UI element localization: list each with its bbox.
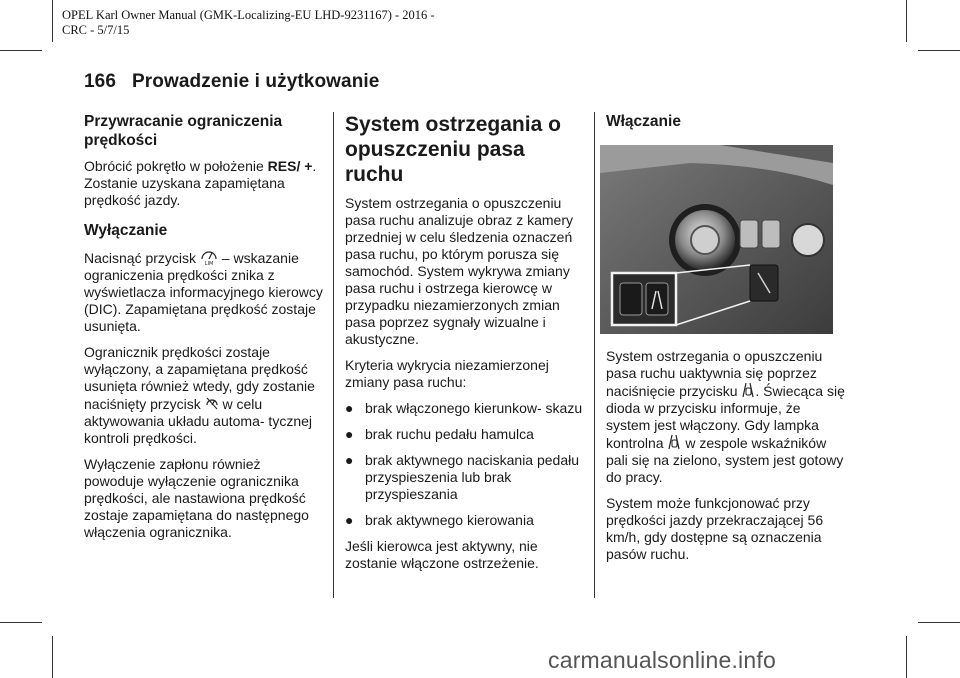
crop-mark <box>52 0 53 42</box>
page-heading <box>84 71 379 93</box>
crop-mark <box>906 0 907 42</box>
column-2 <box>345 112 585 581</box>
svg-text:LIM: LIM <box>204 261 214 266</box>
list-item: ● brak aktywnego kierowania <box>345 512 534 528</box>
page-number: 166 <box>84 71 117 92</box>
bullet: ● <box>345 512 354 528</box>
paragraph-limiter-off: Ogranicznik prędkości zostaje wyłączony, a zapamiętana prędkość usunięta również wtedy, gdy zostanie naciśnięty przycisk w celu aktywowania układu automa- tycznej kontroli prędkości. <box>84 344 315 446</box>
column-3 <box>606 112 846 572</box>
paragraph-intro: System ostrzegania o opuszczeniu pasa ruchu analizuje obraz z kamery przedniej w celu śledzenia oznaczeń pasa ruchu, po którym porusza się samochód. System wykrywa zmiany pasa ruchu i ostrzega kierowcę w przypadku niezamierzonych zmian pasa poprzez sygnały wizualne i akustyczne. <box>345 195 574 347</box>
dashboard-button-photo <box>600 145 833 334</box>
lane-departure-icon <box>741 382 755 398</box>
crop-mark <box>0 622 42 623</box>
heading-restore-speed: Przywracanie ograniczenia prędkości <box>84 113 283 149</box>
bullet: ● <box>345 426 354 442</box>
column-divider <box>594 112 595 598</box>
column-1 <box>84 112 324 550</box>
paragraph-driver-active: Jeśli kierowca jest aktywny, nie zostanie włączone ostrzeżenie. <box>345 538 539 571</box>
res-key-label: RES/ + <box>267 158 313 174</box>
meta-line-2: CRC - 5/7/15 <box>62 23 130 37</box>
paragraph-speed-condition: System może funkcjonować przy prędkości jazdy przekraczającej 56 km/h, gdy dostępne są oznaczenia pasów ruchu. <box>606 495 824 562</box>
cruise-control-icon <box>205 395 219 411</box>
bullet: ● <box>345 452 354 468</box>
list-item: ● brak aktywnego naciskania pedału przyspieszenia lub brak przyspieszania <box>345 452 580 502</box>
document-meta <box>62 8 435 38</box>
crop-mark <box>918 622 960 623</box>
heading-switch-on: Włączanie <box>606 113 681 130</box>
heading-switch-off: Wyłączanie <box>84 222 168 239</box>
paragraph-switch-off: Nacisnąć przycisk LIM – wskazanie ograniczenia prędkości znika z wyświetlacza informacyjnego kierowcy (DIC). Zapamiętana prędkość zostaje usunięta. <box>84 250 323 334</box>
bullet: ● <box>345 400 354 416</box>
paragraph-activation: System ostrzegania o opuszczeniu pasa ruchu uaktywnia się poprzez naciśnięcie przycisku . Świecąca się dioda w przycisku informuje, że system jest włączony. Gdy lampka kontrolna w zespole wskaźników pali się na zielono, system jest gotowy do pracy. <box>606 348 845 485</box>
paragraph-criteria: Kryteria wykrycia niezamierzonej zmiany pasa ruchu: <box>345 357 549 390</box>
lane-departure-icon <box>667 434 681 450</box>
list-item: ● brak włączonego kierunkow- skazu <box>345 400 583 416</box>
column-divider <box>333 112 334 598</box>
watermark: carmanualsonline.info <box>548 647 776 673</box>
heading-lane-departure: System ostrzegania o opuszczeniu pasa ruchu <box>345 113 561 186</box>
paragraph-ignition: Wyłączenie zapłonu również powoduje wyłączenie ogranicznika prędkości, ale nastawiona prędkość zostaje zapamiętana do następnego włączenia ogranicznika. <box>84 456 309 540</box>
crop-mark <box>906 636 907 678</box>
list-item: ● brak ruchu pedału hamulca <box>345 426 534 442</box>
crop-mark <box>52 636 53 678</box>
section-title: Prowadzenie i użytkowanie <box>132 71 380 92</box>
speed-limiter-icon <box>200 248 218 266</box>
paragraph-restore: Obrócić pokrętło w położenie RES/ +. Zostanie uzyskana zapamiętana prędkość jazdy. <box>84 158 317 208</box>
crop-mark <box>0 50 42 51</box>
meta-line-1: OPEL Karl Owner Manual (GMK-Localizing-EU LHD-9231167) - 2016 - <box>62 8 435 22</box>
crop-mark <box>918 50 960 51</box>
